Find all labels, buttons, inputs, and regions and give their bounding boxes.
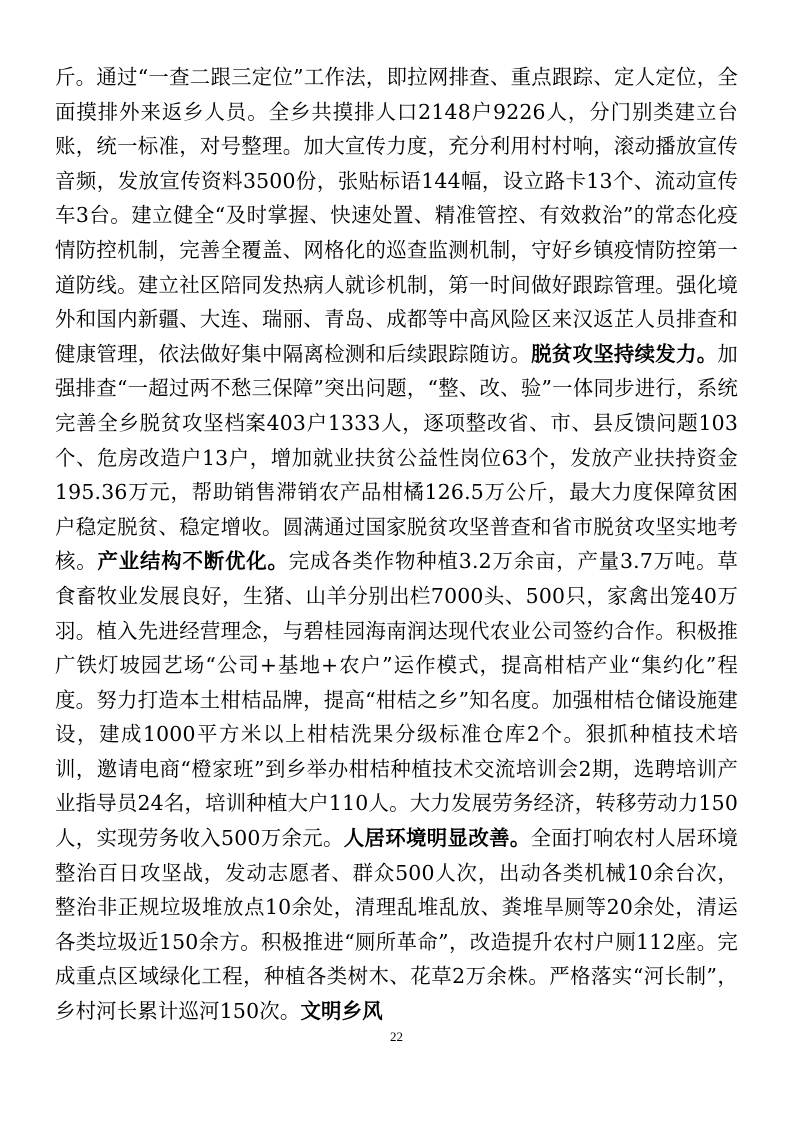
text-run: 全面打响农村人居环境整治百日攻坚战，发动志愿者、群众500人次，出动各类机械10余台次，整治非正规垃圾堆放点10余处，清理乱堆乱放、粪堆旱厕等20余处，清运各类垃圾近150余方。积极推进“厕所革命”，改造提升农村户厕112座。完成重点区域绿化工程，种植各类树木、花草2万余株。严格落实“河长制”，乡村河长累计巡河150次。 [55, 826, 738, 1024]
section-heading-industry-structure: 产业结构不断优化。 [97, 549, 289, 574]
text-run: 完成各类作物种植3.2万余亩，产量3.7万吨。草食畜牧业发展良好，生猪、山羊分别出栏7000头、500只，家禽出笼40万羽。植入先进经营理念，与碧桂园海南润达现代农业公司签约合作。积极推广铁灯坡园艺场“公司+基地+农户”运作模式，提高柑桔产业“集约化”程度。努力打造本土柑桔品牌，提高“柑桔之乡”知名度。加强柑桔仓储设施建设，建成1000平方米以上柑桔洗果分级标准仓库2个。狠抓种植技术培训，邀请电商“橙家班”到乡举办柑桔种植技术交流培训会2期，选聘培训产业指导员24名，培训种植大户110人。大力发展劳务经济，转移劳动力150人，实现劳务收入500万余元。 [55, 549, 739, 851]
section-heading-living-environment: 人居环境明显改善。 [343, 826, 531, 851]
section-heading-poverty-alleviation: 脱贫攻坚持续发力。 [531, 341, 718, 366]
section-heading-civilized-customs: 文明乡风 [300, 999, 383, 1024]
text-run: 加强排查“一超过两不愁三保障”突出问题，“整、改、验”一体同步进行，系统完善全乡脱贫攻坚档案403户1333人，逐项整改省、市、县反馈问题103个、危房改造户13户，增加就业扶贫公益性岗位63个，发放产业扶持资金195.36万元，帮助销售滞销农产品柑橘126.5万公斤，最大力度保障贫困户稳定脱贫、稳定增收。圆满通过国家脱贫攻坚普查和省市脱贫攻坚实地考核。 [55, 341, 738, 574]
page-number: 22 [390, 1029, 403, 1044]
document-page [55, 60, 738, 1029]
text-run: 斤。通过“一查二跟三定位”工作法，即拉网排查、重点跟踪、定人定位，全面摸排外来返乡人员。全乡共摸排人口2148户9226人，分门别类建立台账，统一标准，对号整理。加大宣传力度，充分利用村村响，滚动播放宣传音频，发放宣传资料3500份，张贴标语144幅，设立路卡13个、流动宣传车3台。建立健全“及时掌握、快速处置、精准管控、有效救治”的常态化疫情防控机制，完善全覆盖、网格化的巡查监测机制，守好乡镇疫情防控第一道防线。建立社区陪同发热病人就诊机制，第一时间做好跟踪管理。强化境外和国内新疆、大连、瑞丽、青岛、成都等中高风险区来汉返芷人员排查和健康管理，依法做好集中隔离检测和后续跟踪随访。 [55, 65, 738, 366]
body-paragraph [55, 60, 738, 1029]
